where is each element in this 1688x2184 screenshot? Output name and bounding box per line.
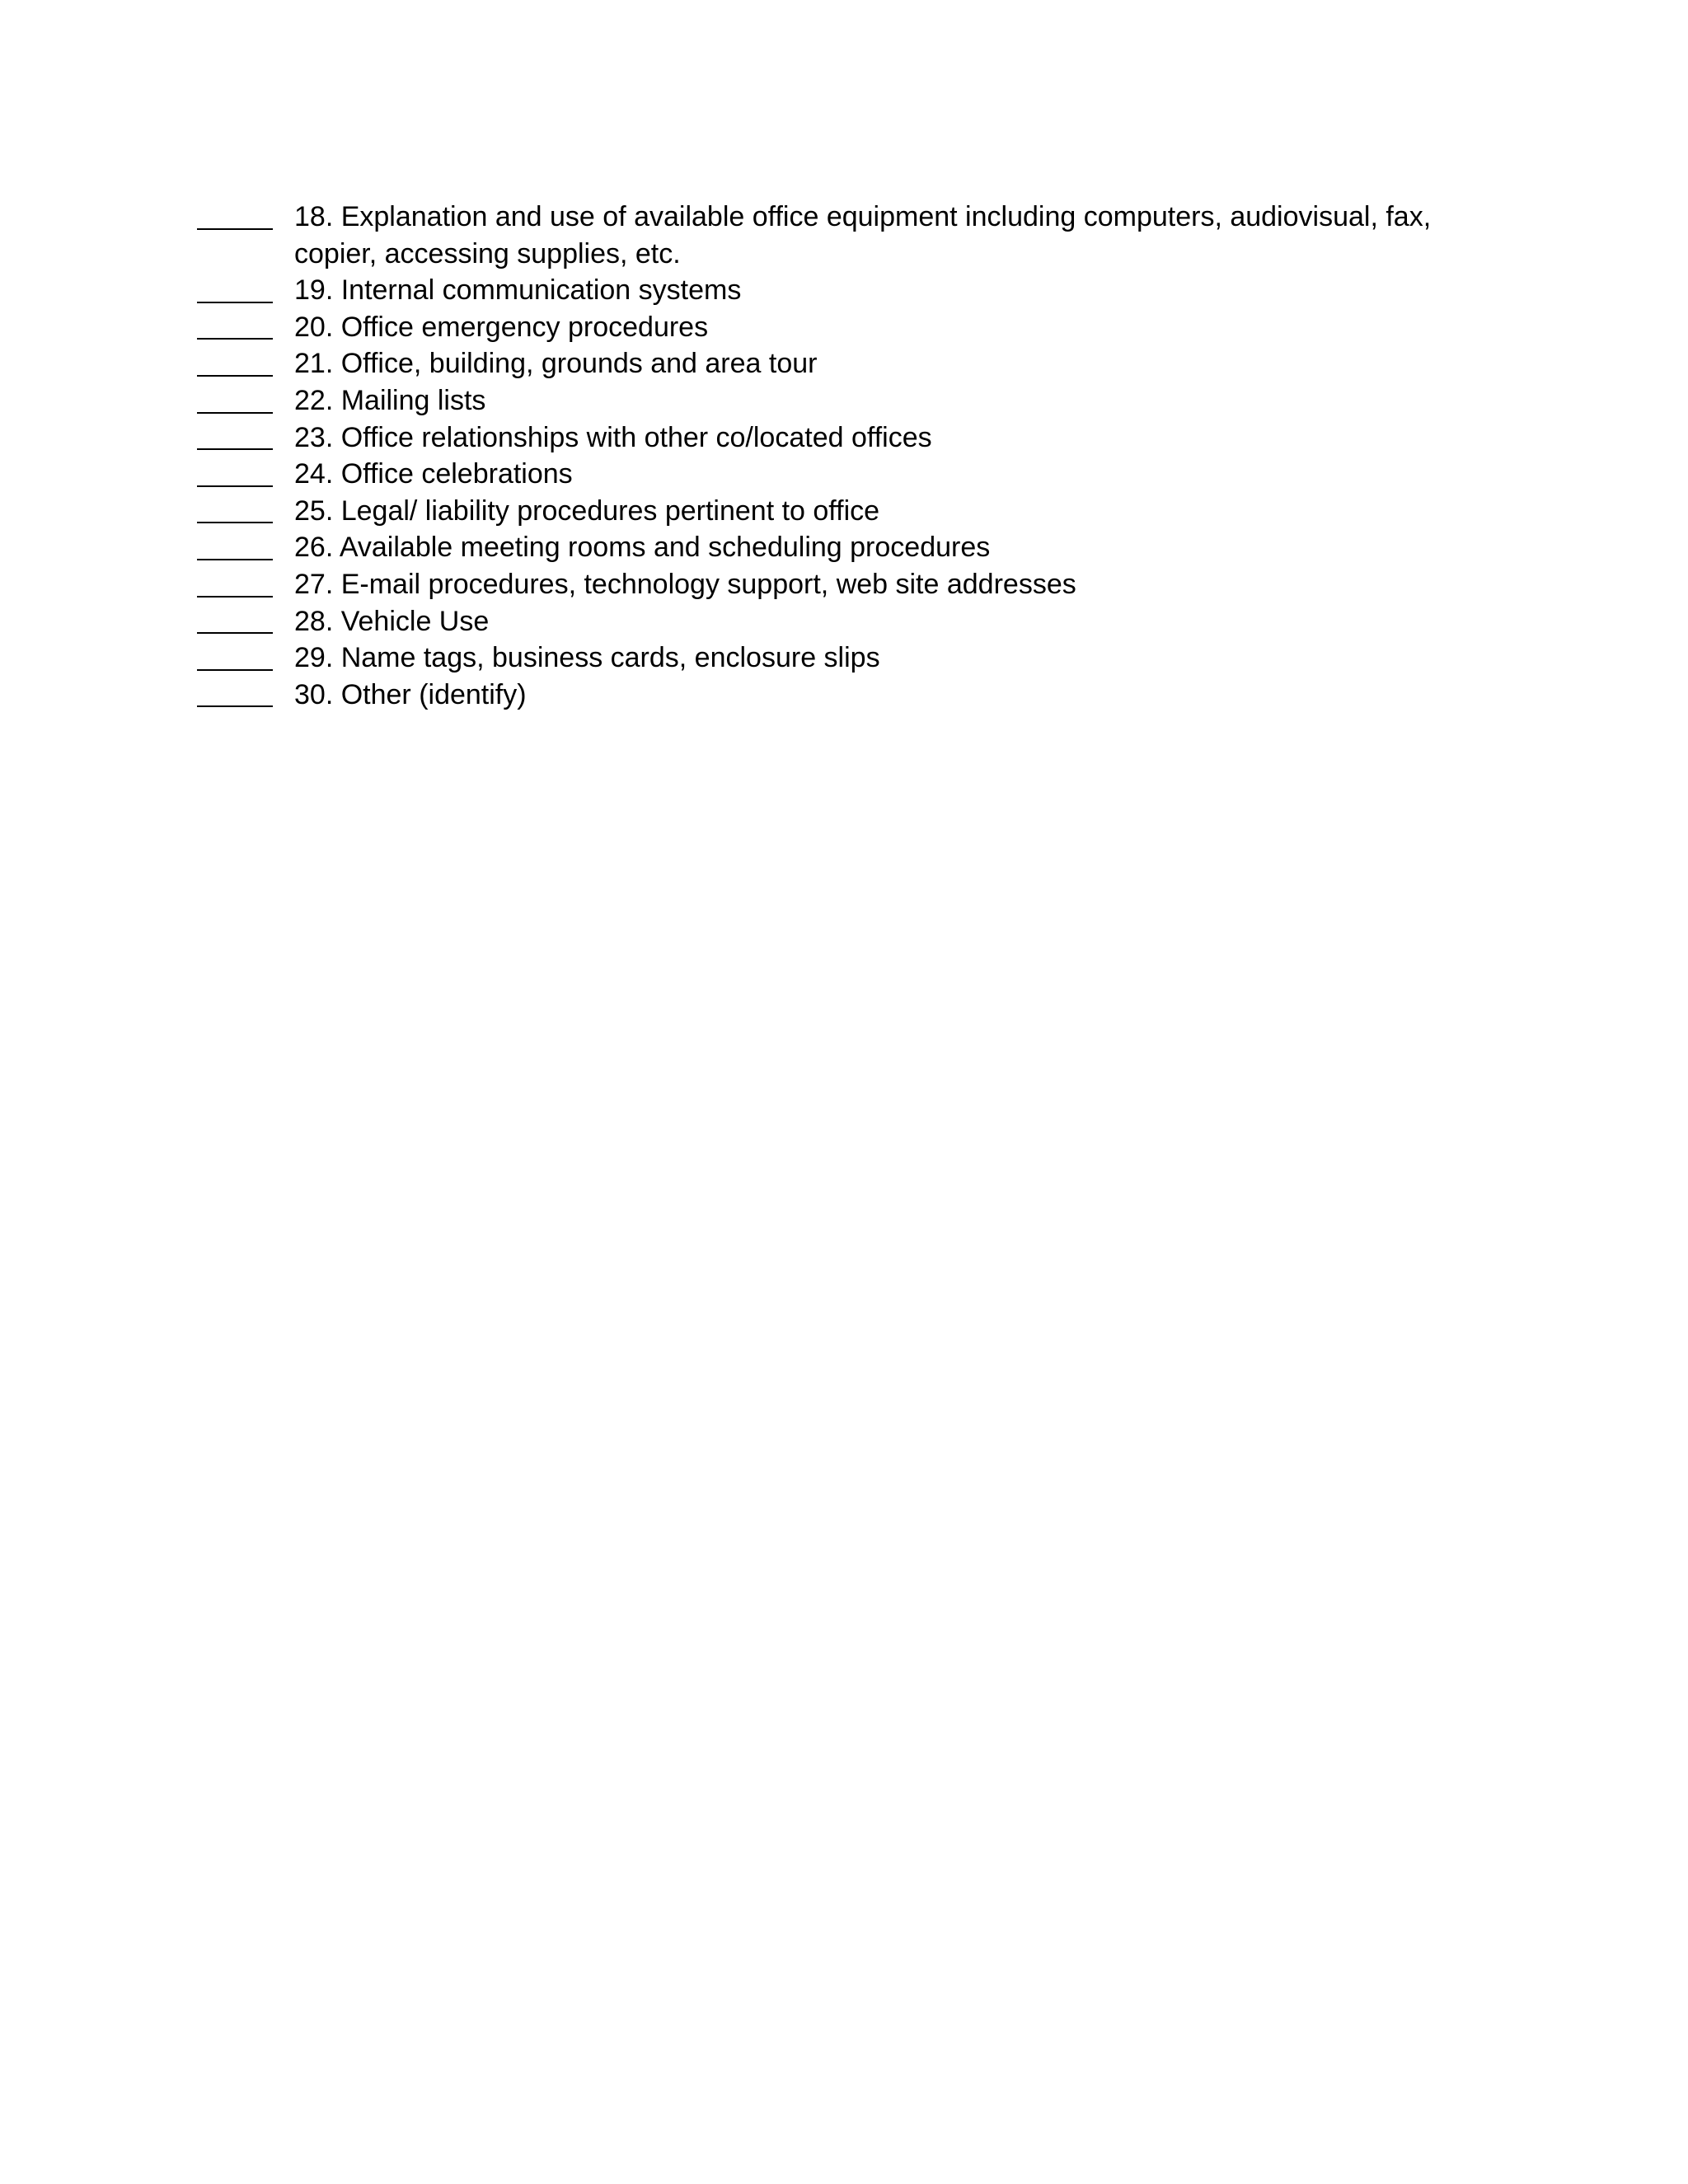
checklist-item — [197, 603, 1483, 640]
checklist-item-text — [294, 640, 1483, 677]
check-blank[interactable] — [197, 677, 273, 714]
checklist-item-text — [294, 677, 1483, 714]
check-blank[interactable] — [197, 456, 273, 493]
checklist-item-line: 28. Vehicle Use — [294, 605, 490, 637]
checklist-item-line: 27. E-mail procedures, technology support, web site addresses — [294, 568, 1076, 600]
checklist-item — [197, 272, 1483, 309]
check-blank[interactable] — [197, 566, 273, 603]
checklist-item-line: 23. Office relationships with other co/located offices — [294, 421, 932, 453]
checklist-item — [197, 566, 1483, 603]
checklist-item-text — [294, 309, 1483, 346]
checklist-item-line: 20. Office emergency procedures — [294, 311, 709, 343]
check-blank[interactable] — [197, 382, 273, 419]
check-blank[interactable] — [197, 419, 273, 457]
checklist-item — [197, 677, 1483, 714]
checklist-item-line: 19. Internal communication systems — [294, 274, 742, 307]
check-blank[interactable] — [197, 309, 273, 346]
checklist-item-text — [294, 603, 1483, 640]
check-blank[interactable] — [197, 272, 273, 309]
checklist-item-line: 30. Other (identify) — [294, 678, 527, 710]
check-blank[interactable] — [197, 199, 273, 236]
check-blank[interactable] — [197, 603, 273, 640]
check-blank[interactable] — [197, 493, 273, 530]
checklist-item-text — [294, 272, 1483, 309]
checklist-item-text — [294, 456, 1483, 493]
checklist-item-text — [294, 345, 1483, 382]
checklist-item — [197, 493, 1483, 530]
checklist-item-text — [294, 382, 1483, 419]
checklist-item — [197, 309, 1483, 346]
checklist-item — [197, 199, 1483, 272]
checklist-item — [197, 382, 1483, 419]
check-blank[interactable] — [197, 345, 273, 382]
checklist-item — [197, 640, 1483, 677]
checklist-item-text — [294, 529, 1483, 566]
orientation-checklist — [197, 199, 1483, 713]
checklist-item-text — [294, 566, 1483, 603]
checklist-item-line: 21. Office, building, grounds and area tour — [294, 348, 818, 380]
checklist-item — [197, 419, 1483, 457]
checklist-item-text — [294, 419, 1483, 457]
checklist-item-line: 26. Available meeting rooms and scheduling procedures — [294, 532, 991, 564]
check-blank[interactable] — [197, 640, 273, 677]
checklist-item — [197, 456, 1483, 493]
checklist-item-line: 22. Mailing lists — [294, 384, 486, 416]
checklist-item-text — [294, 493, 1483, 530]
checklist-item-line: 18. Explanation and use of available office equipment including computers, audiovisual, fax, — [294, 201, 1432, 232]
checklist-item-text — [294, 199, 1483, 272]
checklist-item-line: 25. Legal/ liability procedures pertinent to office — [294, 494, 880, 527]
checklist-item-line: copier, accessing supplies, etc. — [294, 237, 681, 269]
checklist-item-line: 29. Name tags, business cards, enclosure slips — [294, 642, 880, 674]
check-blank[interactable] — [197, 529, 273, 566]
checklist-item — [197, 529, 1483, 566]
checklist-item-line: 24. Office celebrations — [294, 458, 573, 490]
checklist-item — [197, 345, 1483, 382]
